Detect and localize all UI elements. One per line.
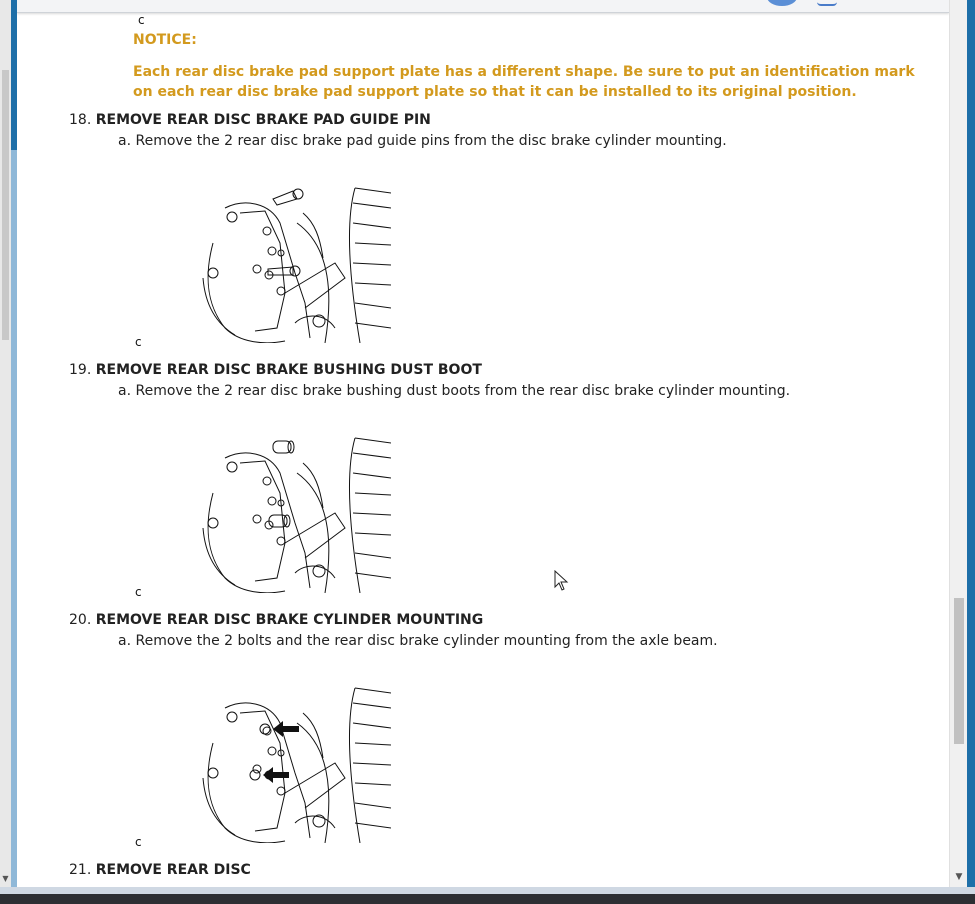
step-number: 21. [69, 862, 92, 878]
user-avatar-button[interactable] [767, 0, 797, 6]
content-scrollbar[interactable] [949, 0, 968, 887]
mouse-cursor-icon [554, 570, 570, 592]
document-icon[interactable] [817, 0, 837, 6]
step-19-substep: a. Remove the 2 rear disc brake bushing dust boots from the rear disc brake cylinder mounting. [118, 383, 791, 399]
step-18-heading [69, 112, 431, 128]
scroll-down-icon[interactable]: ▼ [955, 872, 963, 882]
figure-code: c [135, 835, 142, 849]
window-frame-right [967, 0, 975, 894]
step-number: 18. [69, 112, 92, 128]
brake-cylinder-mounting-illustration [185, 683, 391, 843]
figure-code: c [138, 13, 145, 27]
step-20-substep: a. Remove the 2 bolts and the rear disc brake cylinder mounting from the axle beam. [118, 633, 718, 649]
outer-scroll-down-icon[interactable]: ▼ [2, 874, 9, 883]
brake-guide-pin-illustration [185, 183, 391, 343]
step-title: REMOVE REAR DISC BRAKE BUSHING DUST BOOT [95, 362, 482, 378]
figure-code: c [135, 335, 142, 349]
step-title: REMOVE REAR DISC [95, 862, 251, 878]
step-title: REMOVE REAR DISC BRAKE PAD GUIDE PIN [95, 112, 431, 128]
window-frame-bottom [0, 887, 975, 904]
step-21-heading [69, 862, 251, 878]
content-scrollbar-thumb[interactable] [954, 598, 964, 744]
outer-scrollbar-thumb[interactable] [2, 70, 9, 340]
step-18-substep: a. Remove the 2 rear disc brake pad guide pins from the disc brake cylinder mounting. [118, 133, 727, 149]
step-19-heading [69, 362, 482, 378]
outer-scrollbar[interactable] [0, 0, 11, 904]
figure-code: c [135, 585, 142, 599]
step-20-heading [69, 612, 483, 628]
step-number: 20. [69, 612, 92, 628]
notice-label: NOTICE: [133, 32, 197, 48]
brake-dust-boot-illustration [185, 433, 391, 593]
step-title: REMOVE REAR DISC BRAKE CYLINDER MOUNTING [95, 612, 484, 628]
step-number: 19. [69, 362, 92, 378]
notice-text: Each rear disc brake pad support plate has a different shape. Be sure to put an identification mark on each rear disc brake pad support plate so that it can be installed to its original position. [133, 64, 915, 100]
toolbar-edge [17, 0, 949, 13]
document-viewer [17, 0, 949, 887]
